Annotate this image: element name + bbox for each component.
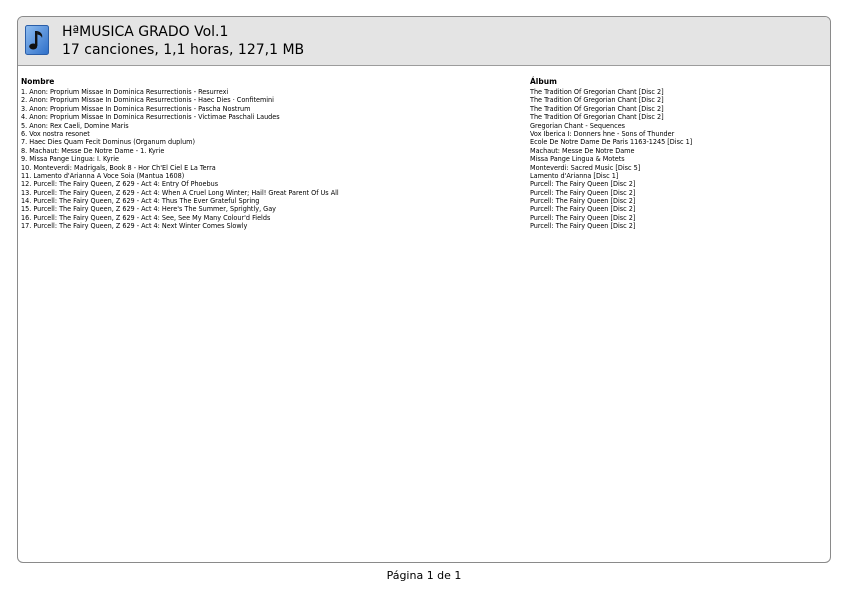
song-name: 1. Anon: Proprium Missae In Dominica Resurrectionis - Resurrexi (21, 87, 229, 96)
song-name: 9. Missa Pange Lingua: I. Kyrie (21, 154, 120, 164)
song-album: Purcell: The Fairy Queen [Disc 2] (530, 187, 636, 197)
song-album: Lamento d'Arianna [Disc 1] (530, 170, 619, 180)
song-album: Vox Iberica I: Donners hne - Sons of Thunder (530, 128, 675, 138)
song-name: 10. Monteverdi: Madrigals, Book 8 - Hor Ch'El Ciel E La Terra (21, 162, 216, 172)
song-name: 7. Haec Dies Quam Fecit Dominus (Organum duplum) (21, 137, 196, 147)
song-album: Purcell: The Fairy Queen [Disc 2] (530, 196, 636, 206)
song-album: The Tradition Of Gregorian Chant [Disc 2] (530, 103, 664, 113)
song-name: 13. Purcell: The Fairy Queen, Z 629 - Act 4: When A Cruel Long Winter; Hail! Great Parent Of Us All (21, 187, 339, 197)
music-note-icon (25, 25, 49, 55)
song-album: Machaut: Messe De Notre Dame (530, 145, 635, 155)
song-album: The Tradition Of Gregorian Chant [Disc 2] (530, 112, 664, 122)
song-name: 5. Anon: Rex Caeli, Domine Maris (21, 120, 129, 130)
song-album: Purcell: The Fairy Queen [Disc 2] (530, 221, 636, 231)
table-row (21, 122, 827, 130)
song-album: The Tradition Of Gregorian Chant [Disc 2] (530, 87, 664, 96)
table-row (21, 113, 827, 121)
page-number: Página 1 de 1 (386, 569, 462, 582)
playlist-header (18, 17, 830, 66)
column-header-album: Álbum (530, 77, 557, 86)
table-row (21, 147, 827, 155)
song-album: Ecole De Notre Dame De Paris 1163-1245 [Disc 1] (530, 137, 693, 147)
song-album: Purcell: The Fairy Queen [Disc 2] (530, 212, 636, 222)
column-header-name: Nombre (21, 77, 55, 86)
song-album: Purcell: The Fairy Queen [Disc 2] (530, 179, 636, 189)
song-name: 3. Anon: Proprium Missae In Dominica Resurrectionis - Pascha Nostrum (21, 103, 251, 113)
song-name: 14. Purcell: The Fairy Queen, Z 629 - Act 4: Thus The Ever Grateful Spring (21, 196, 260, 206)
song-name: 16. Purcell: The Fairy Queen, Z 629 - Act 4: See, See My Many Colour'd Fields (21, 212, 271, 222)
table-row (21, 222, 827, 230)
song-name: 11. Lamento d'Arianna A Voce Soia (Mantua 1608) (21, 170, 185, 180)
song-album: Missa Pange Lingua & Motets (530, 154, 625, 164)
song-name: 8. Machaut: Messe De Notre Dame - 1. Kyrie (21, 145, 165, 155)
song-name: 6. Vox nostra resonet (21, 128, 90, 138)
song-name: 12. Purcell: The Fairy Queen, Z 629 - Act 4: Entry Of Phoebus (21, 179, 219, 189)
song-name: 4. Anon: Proprium Missae In Dominica Resurrectionis - Victimae Paschali Laudes (21, 112, 280, 122)
song-rows (21, 88, 827, 231)
playlist-summary: 17 canciones, 1,1 horas, 127,1 MB (62, 42, 305, 58)
song-album: The Tradition Of Gregorian Chant [Disc 2] (530, 95, 664, 105)
song-album: Purcell: The Fairy Queen [Disc 2] (530, 204, 636, 214)
song-name: 2. Anon: Proprium Missae In Dominica Resurrectionis - Haec Dies · Confitemini (21, 95, 274, 105)
song-album: Gregorian Chant - Sequences (530, 120, 626, 130)
printed-page (17, 16, 831, 563)
song-name: 17. Purcell: The Fairy Queen, Z 629 - Act 4: Next Winter Comes Slowly (21, 221, 248, 231)
playlist-title: HªMUSICA GRADO Vol.1 (62, 24, 229, 40)
song-album: Monteverdi: Sacred Music [Disc 5] (530, 162, 641, 172)
song-name: 15. Purcell: The Fairy Queen, Z 629 - Act 4: Here's The Summer, Sprightly, Gay (21, 204, 276, 214)
